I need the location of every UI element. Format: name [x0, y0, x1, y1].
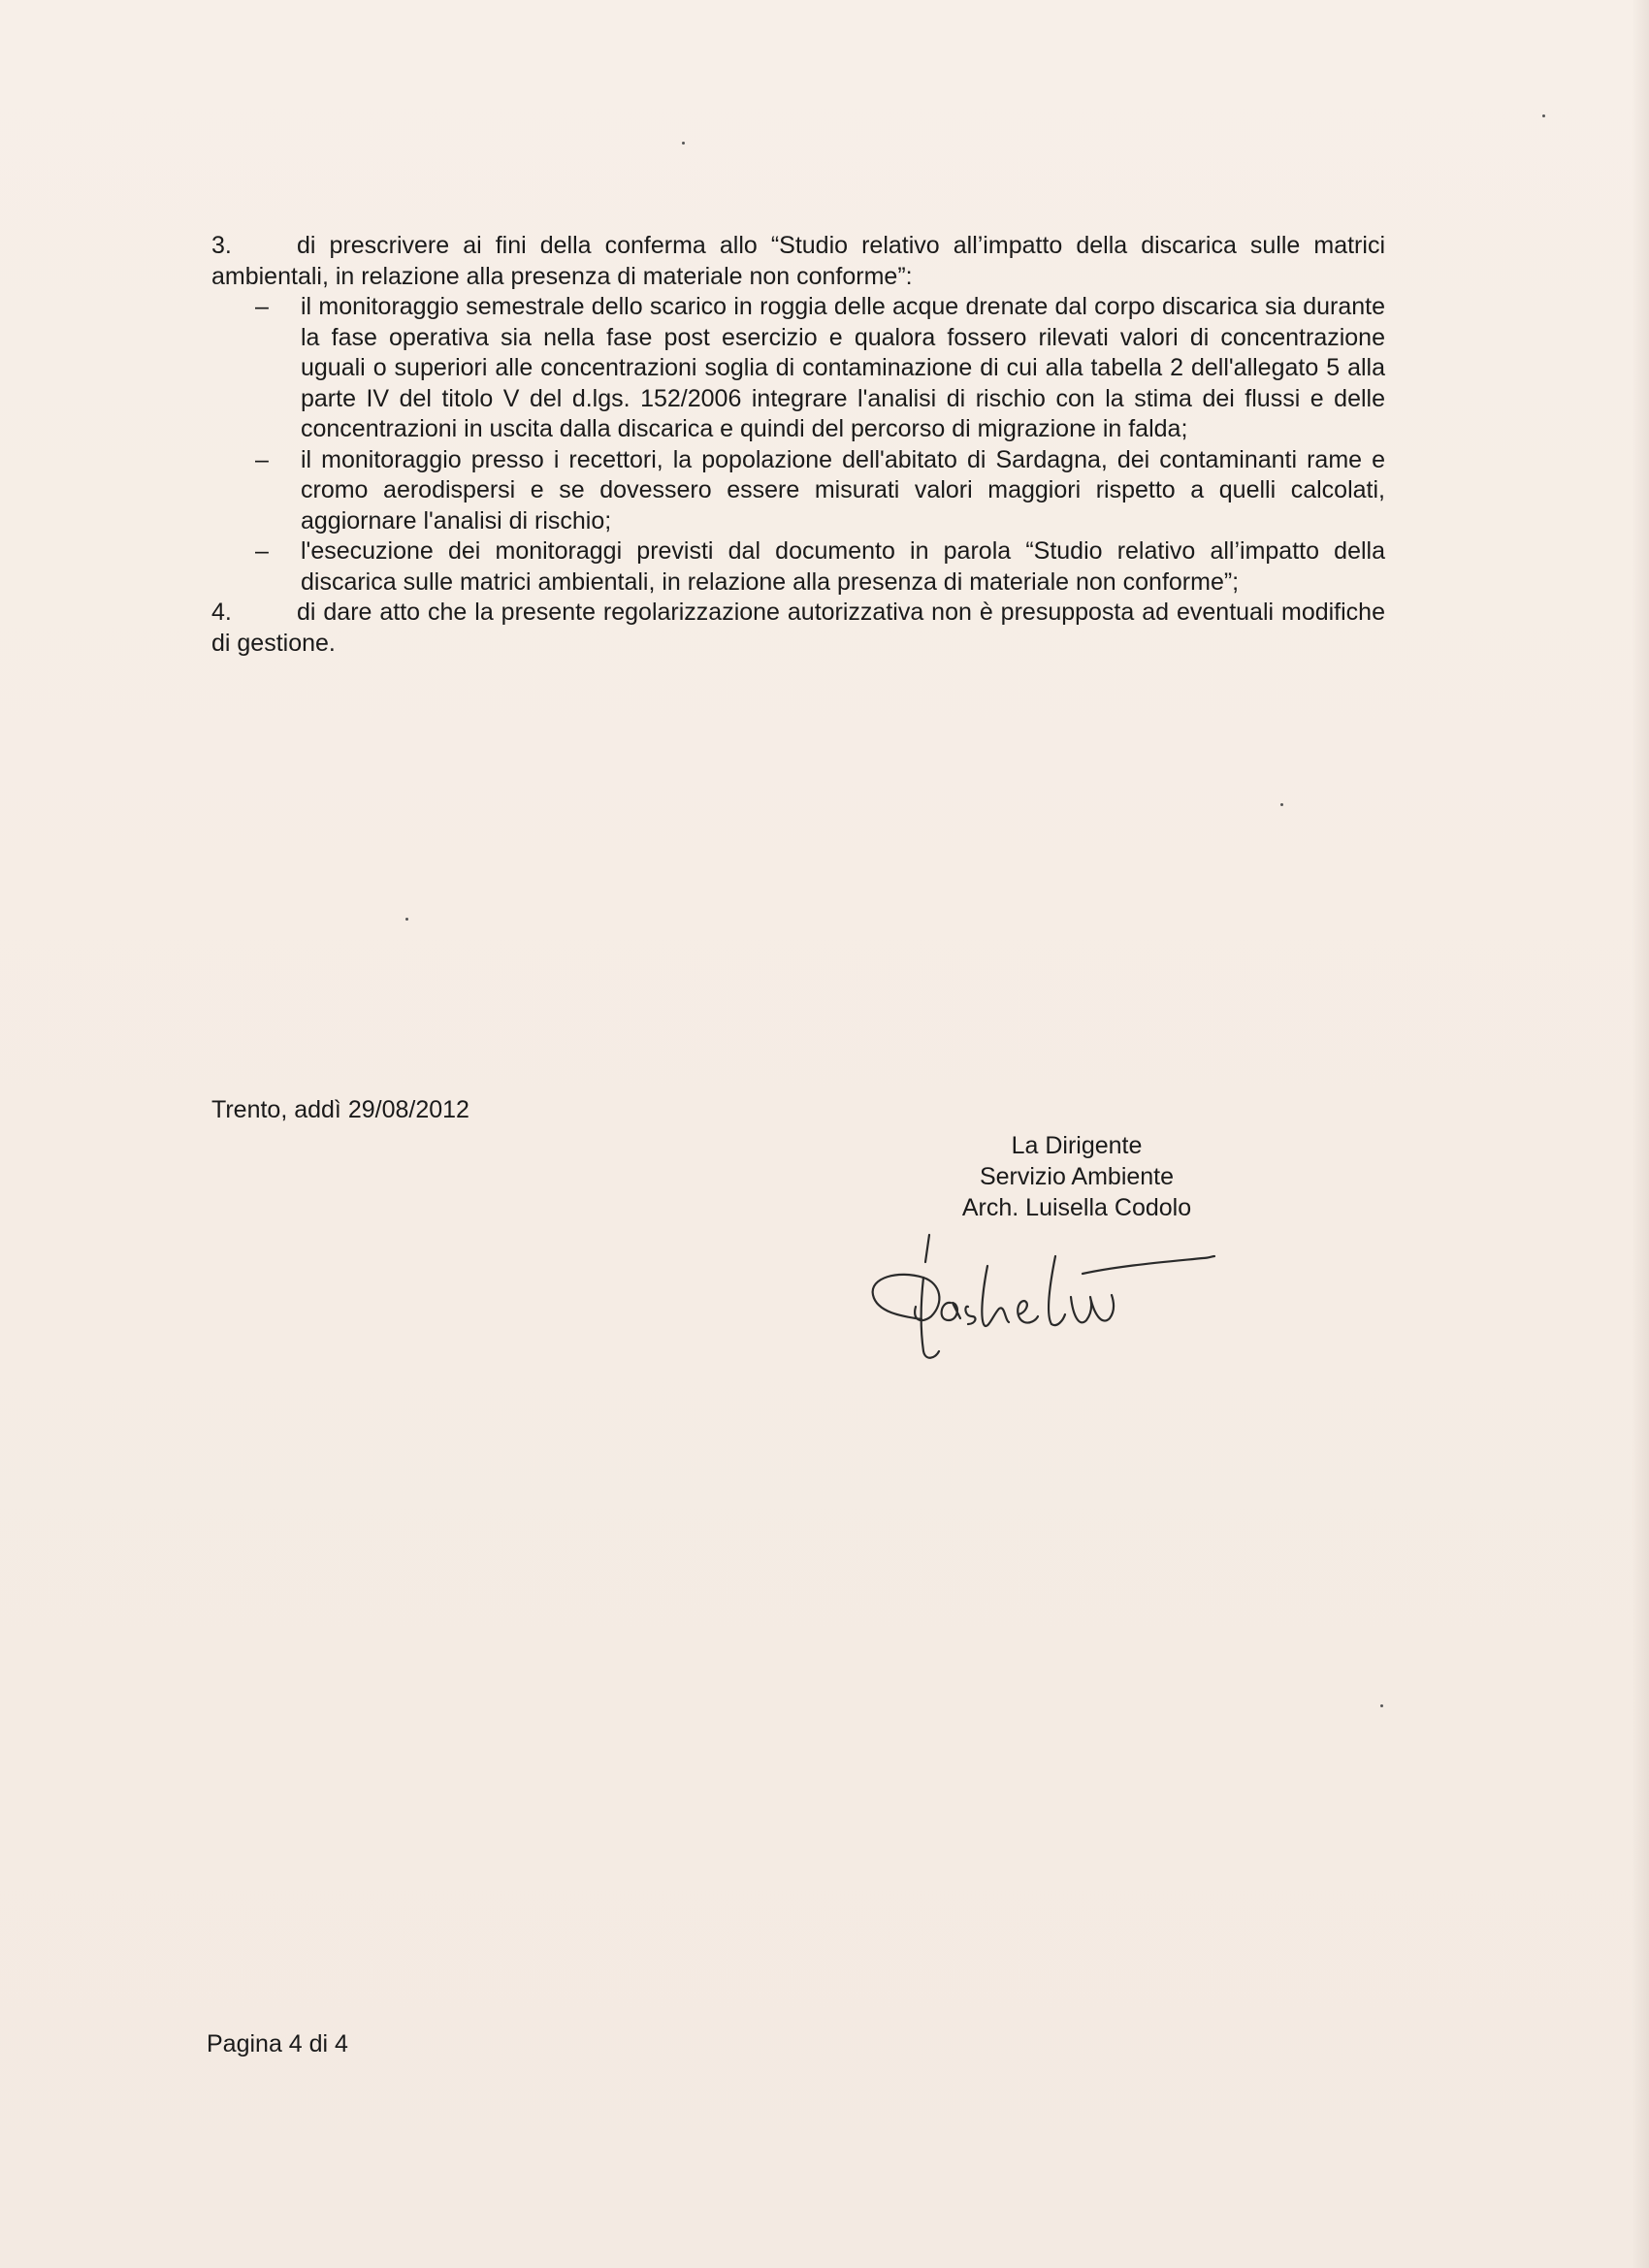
- item-3-bullet-1: [211, 292, 1385, 445]
- page-footer: Pagina 4 di 4: [207, 2030, 348, 2057]
- signatory-block: [873, 1130, 1280, 1223]
- bullet-text: il monitoraggio semestrale dello scarico in roggia delle acque drenate dal corpo discarica sia durante la fase operativa sia nella fase post esercizio e qualora fossero rilevati valori di concentrazione uguali o superiori alle concentrazioni soglia di contaminazione di cui alla tabella 2 dell'allegato 5 alla parte IV del titolo V del d.lgs. 152/2006 integrare l'analisi di rischio con la stima dei flussi e delle concentrazioni in uscita dalla discarica e quindi del percorso di migrazione in falda;: [301, 293, 1385, 442]
- place-date: Trento, addì 29/08/2012: [211, 1096, 469, 1123]
- item-3-number: 3.: [211, 232, 232, 259]
- item-4: [211, 598, 1385, 659]
- bullet-dash: –: [255, 293, 269, 320]
- bullet-dash: –: [255, 445, 269, 473]
- paper-speck: [682, 142, 685, 145]
- bullet-dash: –: [255, 537, 269, 565]
- bullet-text: l'esecuzione dei monitoraggi previsti dal documento in parola “Studio relativo all’impatto della discarica sulle matrici ambientali, in relazione alla presenza di materiale non conforme”;: [301, 537, 1385, 596]
- bullet-text: il monitoraggio presso i recettori, la popolazione dell'abitato di Sardagna, dei contaminanti rame e cromo aerodispersi e se dovessero essere misurati valori maggiori rispetto a quelli calcolati, aggiornare l'analisi di rischio;: [301, 445, 1385, 535]
- signatory-name: Arch. Luisella Codolo: [961, 1194, 1192, 1221]
- item-3-bullet-3: [211, 536, 1385, 598]
- signatory-office: Servizio Ambiente: [979, 1163, 1175, 1190]
- item-4-number: 4.: [211, 599, 232, 626]
- paper-speck: [1280, 803, 1283, 806]
- item-3: [211, 231, 1385, 292]
- paper-speck: [405, 918, 408, 921]
- paper-speck: [1542, 114, 1545, 117]
- item-3-intro: di prescrivere ai fini della conferma allo “Studio relativo all’impatto della discarica sulle matrici ambientali, in relazione alla presenza di materiale non conforme”:: [211, 232, 1385, 290]
- signatory-role: La Dirigente: [1011, 1132, 1143, 1159]
- item-4-text: di dare atto che la presente regolarizzazione autorizzativa non è presupposta ad eventuali modifiche di gestione.: [211, 599, 1385, 657]
- paper-speck: [1380, 1704, 1383, 1707]
- item-3-bullet-2: [211, 445, 1385, 537]
- page-edge-shadow: [1632, 0, 1649, 2268]
- handwritten-signature: [863, 1227, 1222, 1363]
- document-body: [211, 231, 1385, 659]
